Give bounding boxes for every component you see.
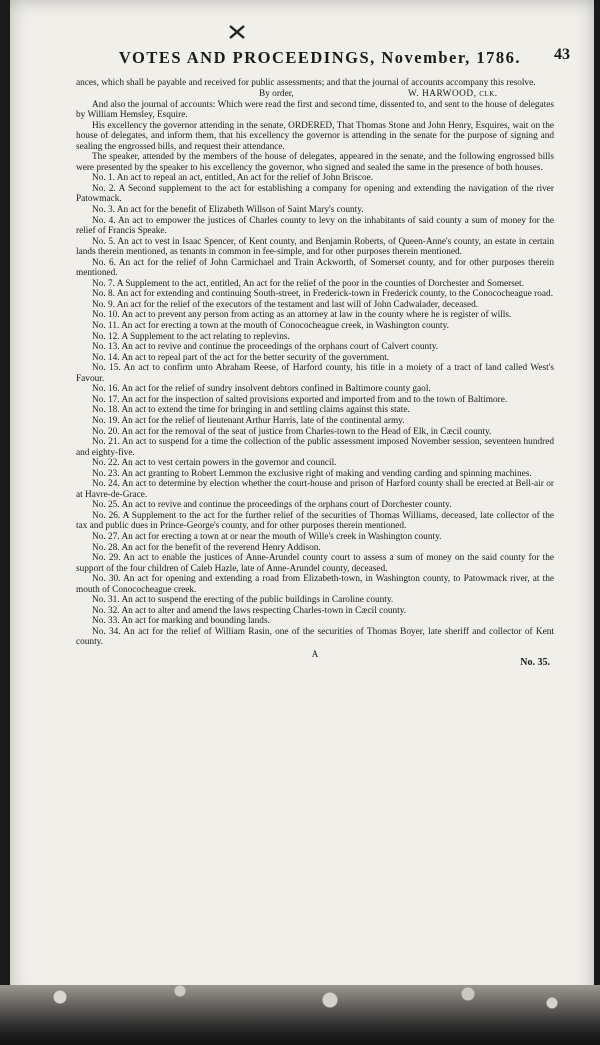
bill-entry: No. 19. An act for the relief of lieutenant Arthur Harris, late of the continental army.: [92, 415, 405, 426]
bill-entry: No. 22. An act to vest certain powers in the governor and council.: [92, 458, 337, 469]
bill-entry: No. 10. An act to prevent any person from acting as an attorney at law in the county where he is register of wills.: [92, 310, 512, 321]
bill-entry: No. 29. An act to enable the justices of Anne-Arundel county court to assess a sum of money on the said county for the support of the four children of Caleb Hazle, late of Anne-Arundel county, deceased.: [76, 553, 554, 574]
bill-entry: No. 18. An act to extend the time for bringing in and settling claims against this state.: [92, 405, 410, 416]
bill-entry: No. 5. An act to vest in Isaac Spencer, of Kent county, and Benjamin Roberts, of Queen-Anne's county, an estate in certain lands therein mentioned, as tenants in common in fee-simple, and for other purposes therein mentioned.: [76, 236, 554, 258]
bill-entry: No. 14. An act to repeal part of the act for the better security of the government.: [92, 352, 390, 363]
bill-entry: No. 2. A Second supplement to the act for establishing a company for opening and extending the navigation of the river Patowmack.: [76, 183, 554, 205]
bill-entry: No. 20. An act for the removal of the seat of justice from Charles-town to the Head of Elk, in Cæcil county.: [92, 426, 492, 437]
bill-entry: No. 4. An act to empower the justices of Charles county to levy on the inhabitants of said county a sum of money for the relief of Francis Speake.: [76, 215, 554, 237]
bill-entry: No. 9. An act for the relief of the executors of the testament and last will of John Cadwalader, deceased.: [92, 299, 479, 310]
bill-entry: No. 31. An act to suspend the erecting of the public buildings in Caroline county.: [92, 595, 394, 606]
signoff: [76, 89, 554, 100]
bill-entry: No. 34. An act for the relief of William Rasin, one of the securities of Thomas Boyer, late sheriff and collector of Kent county.: [76, 626, 554, 648]
torn-page-edge: [0, 985, 600, 1045]
paragraph: The speaker, attended by the members of the house of delegates, appeared in the senate, and the following engrossed bills were presented by the speaker to his excellency the governor, who signed and sealed the same in the presence of both houses.: [76, 152, 554, 173]
bill-entry: No. 32. An act to alter and amend the laws respecting Charles-town in Cæcil county.: [92, 605, 407, 616]
bill-entry: No. 1. An act to repeal an act, entitled, An act for the relief of John Briscoe.: [92, 173, 374, 184]
bill-entry: No. 26. A Supplement to the act for the further relief of the securities of Thomas Williams, deceased, late collector of the tax and public dues in Prince-George's county, and for other purposes therein mentioned.: [76, 510, 554, 532]
bill-entry: No. 8. An act for extending and continuing South-street, in Frederick-town in Frederick county, to the Conococheague road.: [92, 289, 554, 300]
body-text: [76, 78, 554, 668]
bill-entry: No. 15. An act to confirm unto Abraham Reese, of Harford county, his title in a moiety of a tract of land called West's Favour.: [76, 363, 554, 384]
paragraph: ances, which shall be payable and received for public assessments; and that the journal of accounts accompany this resolve.: [76, 78, 536, 88]
bill-entry: No. 12. A Supplement to the act relating to replevins.: [92, 331, 290, 342]
bill-entry: No. 16. An act for the relief of sundry insolvent debtors confined in Baltimore county gaol.: [92, 384, 431, 395]
header: [40, 46, 570, 70]
bill-entry: No. 6. An act for the relief of John Carmichael and Train Ackworth, of Somerset county, and for other purposes therein mentioned.: [76, 257, 554, 279]
bill-entry: No. 28. An act for the benefit of the reverend Henry Addison.: [92, 542, 321, 553]
page-sheet: [10, 0, 594, 1000]
bill-entry: No. 13. An act to revive and continue the proceedings of the orphans court of Calvert county.: [92, 342, 439, 353]
catchword: No. 35.: [520, 656, 550, 668]
bill-entry: No. 24. An act to determine by election whether the court-house and prison of Harford county shall be erected at Bell-air or at Havre-de-Grace.: [76, 479, 554, 500]
paragraph: And also the journal of accounts: Which were read the first and second time, dissented to, and sent to the house of delegates by William Hemsley, Esquire.: [76, 99, 554, 121]
top-ornament: [228, 24, 246, 40]
bill-entry: No. 25. An act to revive and continue the proceedings of the orphans court of Dorchester county.: [92, 500, 452, 511]
bill-entry: No. 21. An act to suspend for a time the collection of the public assessment imposed November session, seventeen hundred and eighty-five.: [76, 437, 554, 458]
page-number: 43: [554, 46, 570, 63]
bill-entry: No. 33. An act for marking and bounding lands.: [92, 616, 270, 627]
bill-entry: No. 30. An act for opening and extending a road from Elizabeth-town, in Washington county, to Patowmack river, at the mouth of Conococheague creek.: [76, 574, 554, 595]
by-order: By order,: [259, 88, 294, 99]
bill-entry: No. 7. A Supplement to the act, entitled, An act for the relief of the poor in the counties of Dorchester and Somerset.: [92, 278, 524, 289]
signature-mark: A: [311, 648, 319, 659]
bill-entry: No. 17. An act for the inspection of salted provisions exported and imported from and to the town of Baltimore.: [92, 394, 508, 405]
bill-entry: No. 23. An act granting to Robert Lemmon the exclusive right of making and vending carding and spinning machines.: [92, 468, 532, 479]
clerk-name: W. HARWOOD, clk.: [408, 88, 498, 99]
paragraph: His excellency the governor attending in the senate, ORDERED, That Thomas Stone and John Henry, Esquires, wait on the house of delegates, and inform them, that his excellency the governor is attending in the senate for the purpose of signing and sealing the engrossed bills, and request their attendance.: [76, 120, 554, 152]
bill-entry: No. 11. An act for erecting a town at the mouth of Conococheague creek, in Washington county.: [92, 321, 449, 332]
bill-entry: No. 3. An act for the benefit of Elizabeth Willson of Saint Mary's county.: [92, 205, 364, 216]
bill-entry: No. 27. An act for erecting a town at or near the mouth of Wille's creek in Washington county.: [92, 531, 442, 542]
running-head: VOTES AND PROCEEDINGS, November, 1786.: [118, 48, 522, 67]
